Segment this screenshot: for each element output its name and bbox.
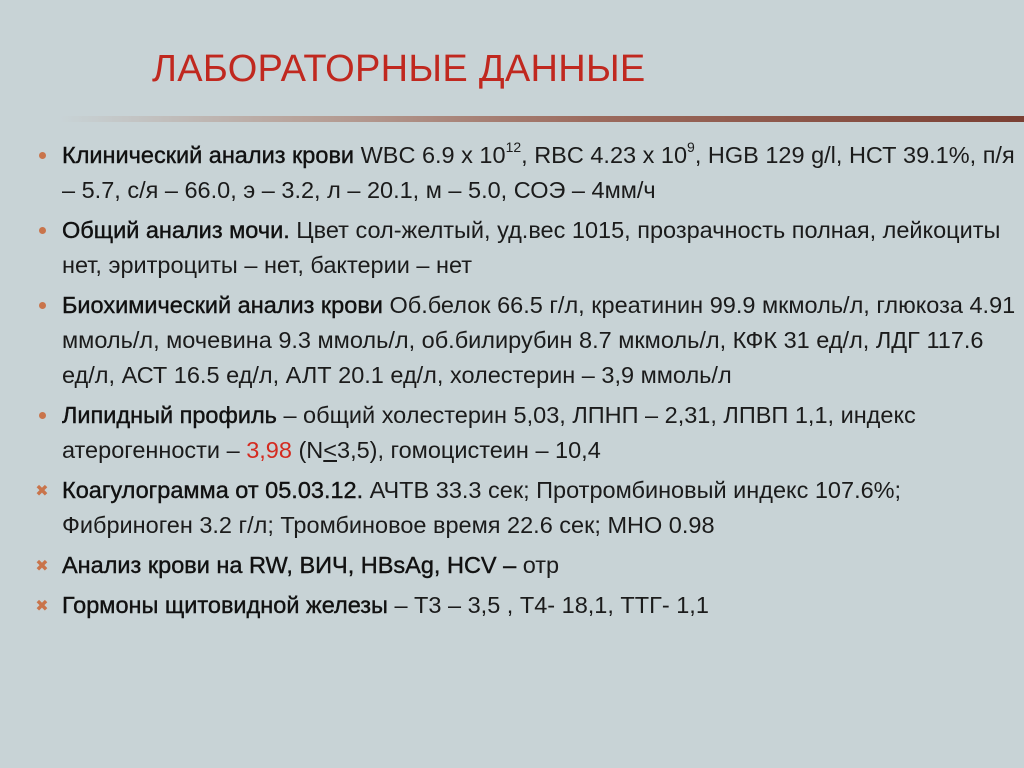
item-heading: Гормоны щитовидной железы: [62, 592, 388, 618]
bullet-dot-icon: [32, 398, 52, 433]
list-item-infection-tests: [28, 548, 1018, 583]
bullet-dot-icon: [32, 138, 52, 173]
item-text: , RBC 4.23 х 10: [521, 142, 688, 168]
item-text: WBC 6.9 х 10: [354, 142, 506, 168]
item-text: 3,5), гомоцистеин – 10,4: [337, 437, 601, 463]
list-item-thyroid-hormones: [28, 588, 1018, 623]
list-item-lipid-profile: [28, 398, 1018, 468]
item-heading: Биохимический анализ крови: [62, 292, 383, 318]
bullet-dot-icon: [32, 288, 52, 323]
item-text: отр: [516, 552, 560, 578]
item-superscript: 9: [687, 139, 695, 156]
item-heading: Липидный профиль: [62, 402, 277, 428]
item-heading: Коагулограмма от 05.03.12.: [62, 477, 364, 503]
highlighted-value: 3,98: [246, 437, 292, 463]
item-text: Цвет сол-желтый, уд.вес 1015, прозрачность полная, лейкоциты нет, эритроциты – нет, бактерии – нет: [62, 217, 1001, 278]
page-title: ЛАБОРАТОРНЫЕ ДАННЫЕ: [152, 48, 646, 90]
item-text: , HGB 129 g/l, НСТ 39.1%, п/я – 5.7, с/я – 66.0, э – 3.2, л – 20.1, м – 5.0, СОЭ – 4мм/ч: [62, 142, 1015, 203]
item-text: – Т3 – 3,5 , Т4- 18,1, ТТГ- 1,1: [387, 592, 709, 618]
list-item-coagulogram: [28, 473, 1018, 543]
item-text: Об.белок 66.5 г/л, креатинин 99.9 мкмоль/л, глюкоза 4.91 ммоль/л, мочевина 9.3 ммоль/л, об.билирубин 8.7 мкмоль/л, КФК 31 ед/л, ЛДГ 117.6 ед/л, АСТ 16.5 ед/л, АЛТ 20.1 ед/л, холестерин – 3,9 ммоль/л: [62, 292, 1016, 388]
title-divider: [60, 116, 1024, 122]
bullet-cross-icon: ✖: [35, 480, 49, 500]
underlined-symbol: <: [323, 437, 337, 463]
item-heading: Клинический анализ крови: [62, 142, 355, 168]
bullet-cross-icon: ✖: [35, 595, 49, 615]
bullet-dot-icon: [32, 213, 52, 248]
item-superscript: 12: [505, 139, 522, 156]
item-heading: Анализ крови на RW, ВИЧ, HBsAg, HCV –: [62, 552, 517, 578]
list-item-biochemistry: [28, 288, 1018, 393]
item-text: (N: [291, 437, 324, 463]
bullet-cross-icon: ✖: [35, 555, 49, 575]
item-text: АЧТВ 33.3 сек; Протромбиновый индекс 107.6%; Фибриноген 3.2 г/л; Тромбиновое время 22.6 сек; МНО 0.98: [62, 477, 902, 538]
item-text: – общий холестерин 5,03, ЛПНП – 2,31, ЛПВП 1,1, индекс атерогенности –: [62, 402, 916, 463]
item-heading: Общий анализ мочи.: [62, 217, 290, 243]
lab-data-list: [28, 138, 1018, 628]
list-item-urinalysis: [28, 213, 1018, 283]
list-item-cbc: [28, 138, 1018, 208]
